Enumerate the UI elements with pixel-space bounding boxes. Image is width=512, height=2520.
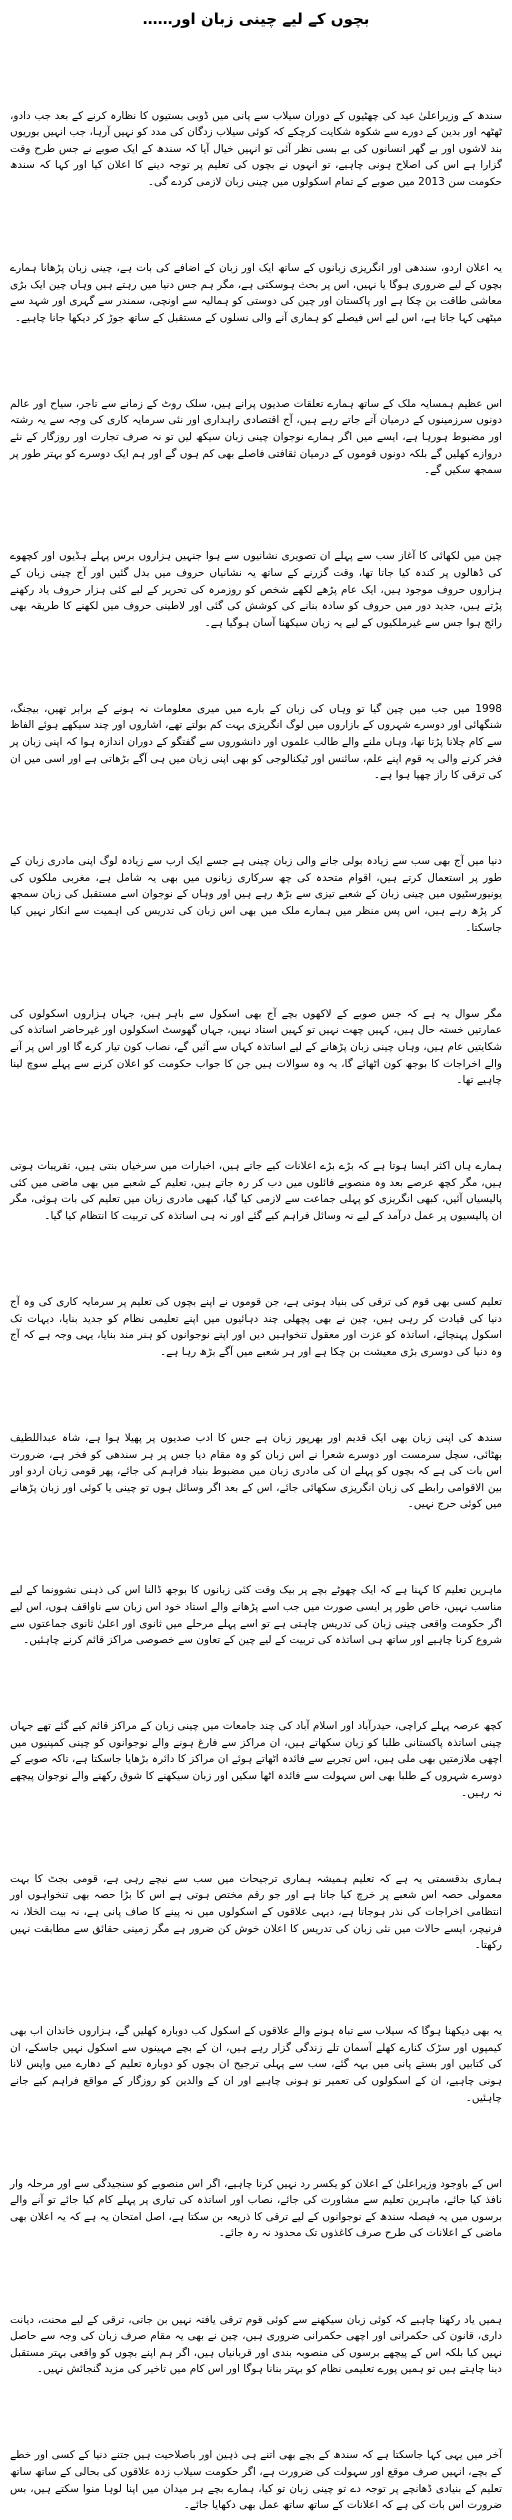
article-paragraph: تعلیم کسی بھی قوم کی ترقی کی بنیاد ہوتی ہے، جن قوموں نے اپنے بچوں کی تعلیم پر سرمایہ کاری کی وہ آج دنیا کی قیادت کر رہی ہیں، چین نے بھی پچھلی چند دہائیوں میں اپنے تعلیمی نظام کو جدید بنایا، دیہات تک اسکول پہنچائے، اساتذہ کو عزت اور معقول تنخواہیں دیں اور اپنے نوجوانوں کو ہنر مند بنایا، یہی وجہ ہے کہ آج وہ دنیا کی دوسری بڑی معیشت بن چکا ہے اور ہر شعبے میں آگے بڑھ رہا ہے۔ [10,1296,502,1358]
article-paragraph: مگر سوال یہ ہے کہ جس صوبے کے لاکھوں بچے آج بھی اسکول سے باہر ہیں، جہاں ہزاروں اسکولوں کی عمارتیں خستہ حال ہیں، کہیں چھت نہیں تو کہیں استاد نہیں، جہاں گھوسٹ اسکولوں اور غیرحاضر اساتذہ کی شکایتیں عام ہیں، وہاں چینی زبان پڑھانے کے لیے اساتذہ کہاں سے آئیں گے، نصاب کون تیار کرے گا اور اس پر آنے والے اخراجات کا بوجھ کون اٹھائے گا، یہ وہ سوالات ہیں جن کا جواب حکومت کو اعلان کرنے سے پہلے سوچ لینا چاہیے تھا۔ [10,1007,502,1087]
article-paragraph: یہ بھی دیکھنا ہوگا کہ سیلاب سے تباہ ہونے والے علاقوں کے اسکول کب دوبارہ کھلیں گے، ہزاروں خاندان اب بھی کیمپوں اور سڑک کنارے کھلے آسمان تلے زندگی گزار رہے ہیں، ان کے بچے مہینوں سے اسکول نہیں جاسکے، ان کی کتابیں اور بستے پانی میں بہہ گئے، سب سے پہلی ترجیح ان بچوں کو دوبارہ تعلیم کے دھارے میں واپس لانا ہونی چاہیے، ان کے اسکولوں کی تعمیر نو ہونی چاہیے اور ان کے والدین کو روزگار کے مواقع فراہم کیے جانے چاہئیں۔ [10,2025,502,2104]
article-paragraph: ہماری بدقسمتی یہ ہے کہ تعلیم ہمیشہ ہماری ترجیحات میں سب سے نیچے رہی ہے، قومی بجٹ کا بہت معمولی حصہ اس شعبے پر خرچ کیا جاتا ہے اور جو رقم مختص ہوتی ہے اس کا بڑا حصہ بھی تنخواہوں اور انتظامی اخراجات کی نذر ہوجاتا ہے، دیہی علاقوں کے اسکولوں میں نہ پینے کا صاف پانی ہے، نہ بیت الخلا، نہ فرنیچر، ایسے حالات میں نئی زبان کی تدریس کا اعلان خوش کن ضرور ہے مگر زمینی حقائق سے مطابقت نہیں رکھتا۔ [10,1872,502,1952]
article-paragraph: کچھ عرصہ پہلے کراچی، حیدرآباد اور اسلام آباد کی چند جامعات میں چینی زبان کے مراکز قائم کیے گئے تھے جہاں چینی اساتذہ پاکستانی طلبا کو زبان سکھاتے ہیں، ان مراکز سے فارغ ہونے والے نوجوانوں کو چینی کمپنیوں میں اچھی ملازمتیں بھی ملی ہیں، اس تجربے سے فائدہ اٹھاتے ہوئے ان مراکز کا دائرہ بڑھایا جاسکتا ہے، تاکہ صوبے کے دوسرے شہروں کے طلبا بھی اس سہولت سے فائدہ اٹھا سکیں اور زبان سیکھنے کا شوق رکھنے والے نوجوان پیچھے نہ رہیں۔ [10,1720,502,1799]
article-paragraph: سندھ کے وزیراعلیٰ عید کی چھٹیوں کے دوران سیلاب سے پانی میں ڈوبی بستیوں کا نظارہ کرنے کے بعد جب دادو، ٹھٹھہ اور بدین کے دورے سے شکوہ شکایت کرچکے کہ کوئی سیلاب زدگان کی مدد کو نہیں آرہا، جب انہیں بوریوں بند لاشوں اور بے گھر انسانوں کی بے بسی نظر آئی تو انہیں خیال آیا کہ سندھ کے ایک صوبے نے جس طرح وقت گزارا ہے اس کی اصلاح ہونی چاہیے، تو انہوں نے بچوں کی تعلیم پر توجہ دینے کا اعلان کیا اور کہا کہ سندھ حکومت سن 2013 میں صوبے کے تمام اسکولوں میں چینی زبان لازمی کردے گی۔ [10,109,502,188]
article-paragraph: آخر میں یہی کہا جاسکتا ہے کہ سندھ کے بچے بھی اتنے ہی ذہین اور باصلاحیت ہیں جتنے دنیا کے کسی اور خطے کے بچے، انہیں صرف موقع اور سہولت کی ضرورت ہے، اگر حکومت سیلاب زدہ علاقوں کی بحالی کے ساتھ ساتھ تعلیم کے بنیادی ڈھانچے پر توجہ دے تو چینی زبان تو کیا، ہمارے بچے ہر میدان میں اپنا لوہا منوا سکتے ہیں، بس ضرورت اس بات کی ہے کہ اعلانات کے ساتھ ساتھ عمل بھی دکھایا جائے۔ [10,2449,502,2512]
article-paragraph: اس عظیم ہمسایہ ملک کے ساتھ ہمارے تعلقات صدیوں پرانے ہیں، سلک روٹ کے زمانے سے تاجر، سیاح اور عالم دونوں سرزمینوں کے درمیان آتے جاتے رہے ہیں، آج اقتصادی راہداری اور نئی سرمایہ کاری کی وجہ سے یہ رشتہ اور مضبوط ہورہا ہے، ایسے میں اگر ہمارے نوجوان چینی زبان سیکھ لیں تو نہ صرف تجارت اور روزگار کے نئے دروازے کھلیں گے بلکہ دونوں قوموں کے درمیان ثقافتی فاصلے بھی کم ہوں گے اور ہم ایک دوسرے کو بہتر طور پر سمجھ سکیں گے۔ [10,397,502,477]
article-paragraph: دنیا میں آج بھی سب سے زیادہ بولی جانے والی زبان چینی ہے جسے ایک ارب سے زیادہ لوگ اپنی مادری زبان کے طور پر استعمال کرتے ہیں، اقوام متحدہ کی چھ سرکاری زبانوں میں بھی یہ شامل ہے، مغربی ملکوں کی یونیورسٹیوں میں چینی زبان کے شعبے تیزی سے بڑھ رہے ہیں اور وہاں کے نوجوان اسے مستقبل کی زبان سمجھ کر پڑھ رہے ہیں، اس پس منظر میں ہمارے ملک میں بھی اس زبان کی تدریس کی اہمیت سے انکار نہیں کیا جاسکتا۔ [10,855,502,934]
article-paragraph: سندھ کی اپنی زبان بھی ایک قدیم اور بھرپور زبان ہے جس کا ادب صدیوں پر پھیلا ہوا ہے، شاہ عبداللطیف بھٹائی، سچل سرمست اور دوسرے شعرا نے اس زبان کو وہ مقام دیا جس پر ہر سندھی کو فخر ہے، ضرورت اس بات کی ہے کہ بچوں کو پہلے ان کی مادری زبان میں مضبوط بنیاد فراہم کی جائے، پھر قومی زبان اردو اور بین الاقوامی رابطے کی زبان انگریزی سکھائی جائے، اس کے بعد اگر وسائل ہوں تو چینی یا کوئی اور زبان پڑھانے میں کوئی حرج نہیں۔ [10,1431,502,1511]
article-paragraph: یہ اعلان اردو، سندھی اور انگریزی زبانوں کے ساتھ ایک اور زبان کے اضافے کی بات ہے، چینی زبان پڑھانا ہمارے بچوں کے لیے ضروری ہوگا یا نہیں، اس پر بحث ہوسکتی ہے، مگر ہم جس دنیا میں رہتے ہیں وہاں چین ایک بڑی معاشی طاقت بن چکا ہے اور پاکستان اور چین کی دوستی کو ہمالیہ سے اونچی، سمندر سے گہری اور شہد سے میٹھی کہا جاتا ہے، اس لیے اس فیصلے کو ہماری آنے والی نسلوں کے مستقبل کے ساتھ جوڑ کر دیکھا جانا چاہیے۔ [10,261,502,324]
article-paragraph: ماہرین تعلیم کا کہنا ہے کہ ایک چھوٹے بچے پر بیک وقت کئی زبانوں کا بوجھ ڈالنا اس کی ذہنی نشوونما کے لیے مناسب نہیں، خاص طور پر ایسی صورت میں جب اسے پڑھانے والے استاد خود اس زبان سے ناواقف ہوں، اس لیے اگر حکومت واقعی چینی زبان کی تدریس چاہتی ہے تو اسے پہلے مرحلے میں ثانوی اور اعلیٰ ثانوی جماعتوں سے شروع کرنا چاہیے اور ساتھ ہی اساتذہ کی تربیت کے لیے چین کے تعاون سے خصوصی مراکز قائم کرنے چاہئیں۔ [10,1584,502,1647]
article-paragraph: اس کے باوجود وزیراعلیٰ کے اعلان کو یکسر رد نہیں کرنا چاہیے، اگر اس منصوبے کو سنجیدگی سے اور مرحلہ وار نافذ کیا جائے، ماہرین تعلیم سے مشاورت کی جائے، نصاب اور اساتذہ کی تیاری پر پہلے کام کیا جائے تو آنے والے برسوں میں یہ فیصلہ سندھ کے نوجوانوں کے لیے ترقی کا ذریعہ بن سکتا ہے، اصل امتحان یہ ہے کہ یہ اعلان بھی ماضی کے اعلانات کی طرح صرف کاغذوں تک محدود نہ رہ جائے۔ [10,2177,502,2240]
article-paragraph: چین میں لکھائی کا آغاز سب سے پہلے ان تصویری نشانیوں سے ہوا جنہیں ہزاروں برس پہلے ہڈیوں اور کچھوے کی ڈھالوں پر کندہ کیا جاتا تھا، وقت گزرنے کے ساتھ یہ نشانیاں حروف میں بدل گئیں اور آج چینی زبان کے ہزاروں حروف موجود ہیں، ایک عام پڑھے لکھے شخص کو روزمرہ کی تحریر کے لیے کئی ہزار حروف یاد رکھنے پڑتے ہیں، جدید دور میں حروف کو سادہ بنانے کی کوشش کی گئی اور لاطینی حروف میں لکھنے کا طریقہ بھی رائج ہوا جس سے غیرملکیوں کے لیے یہ زبان سیکھنا آسان ہوگیا ہے۔ [10,550,502,629]
article-paragraph: ہمیں یاد رکھنا چاہیے کہ کوئی زبان سیکھنے سے کوئی قوم ترقی یافتہ نہیں بن جاتی، ترقی کے لیے محنت، دیانت داری، قانون کی حکمرانی اور اچھی حکمرانی ضروری ہیں، چین نے بھی یہ مقام صرف زبان کی وجہ سے حاصل نہیں کیا بلکہ اس کے پیچھے برسوں کی منصوبہ بندی اور قربانیاں ہیں، اگر ہم اپنے بچوں کو واقعی بہتر مستقبل دینا چاہتے ہیں تو ہمیں پورے تعلیمی نظام کو بہتر بنانا ہوگا اور اس کام میں تاخیر کی مزید گنجائش نہیں۔ [10,2313,502,2376]
article-paragraph: 1998 میں جب میں چین گیا تو وہاں کی زبان کے بارے میں میری معلومات نہ ہونے کے برابر تھیں، بیجنگ، شنگھائی اور دوسرے شہروں کے بازاروں میں لوگ انگریزی بہت کم بولتے تھے، اشاروں اور چند سیکھے ہوئے الفاظ سے کام چلانا پڑتا تھا، وہاں ملنے والے طالب علموں اور دانشوروں سے گفتگو کے دوران اندازہ ہوا کہ اپنی زبان پر فخر کرنے والی یہ قوم اپنے علم، سائنس اور ٹیکنالوجی کو بھی اپنی زبان میں ہی آگے بڑھاتی ہے اور اسی میں ان کی ترقی کا راز چھپا ہوا ہے۔ [10,702,502,782]
article-paragraph: ہمارے ہاں اکثر ایسا ہوتا ہے کہ بڑے بڑے اعلانات کیے جاتے ہیں، اخبارات میں سرخیاں بنتی ہیں، تقریبات ہوتی ہیں، مگر کچھ عرصے بعد وہ منصوبے فائلوں میں دب کر رہ جاتے ہیں، تعلیم کے شعبے میں بھی ماضی میں کئی پالیسیاں آئیں، کبھی انگریزی کو پہلی جماعت سے لازمی کیا گیا، کبھی مادری زبان میں تعلیم کی بات ہوئی، مگر ان پالیسیوں پر عمل درآمد کے لیے نہ وسائل فراہم کیے گئے اور نہ ہی اساتذہ کی تربیت کا انتظام کیا گیا۔ [10,1160,502,1222]
headline: بچوں کے لیے چینی زبان اور…… [142,10,370,28]
